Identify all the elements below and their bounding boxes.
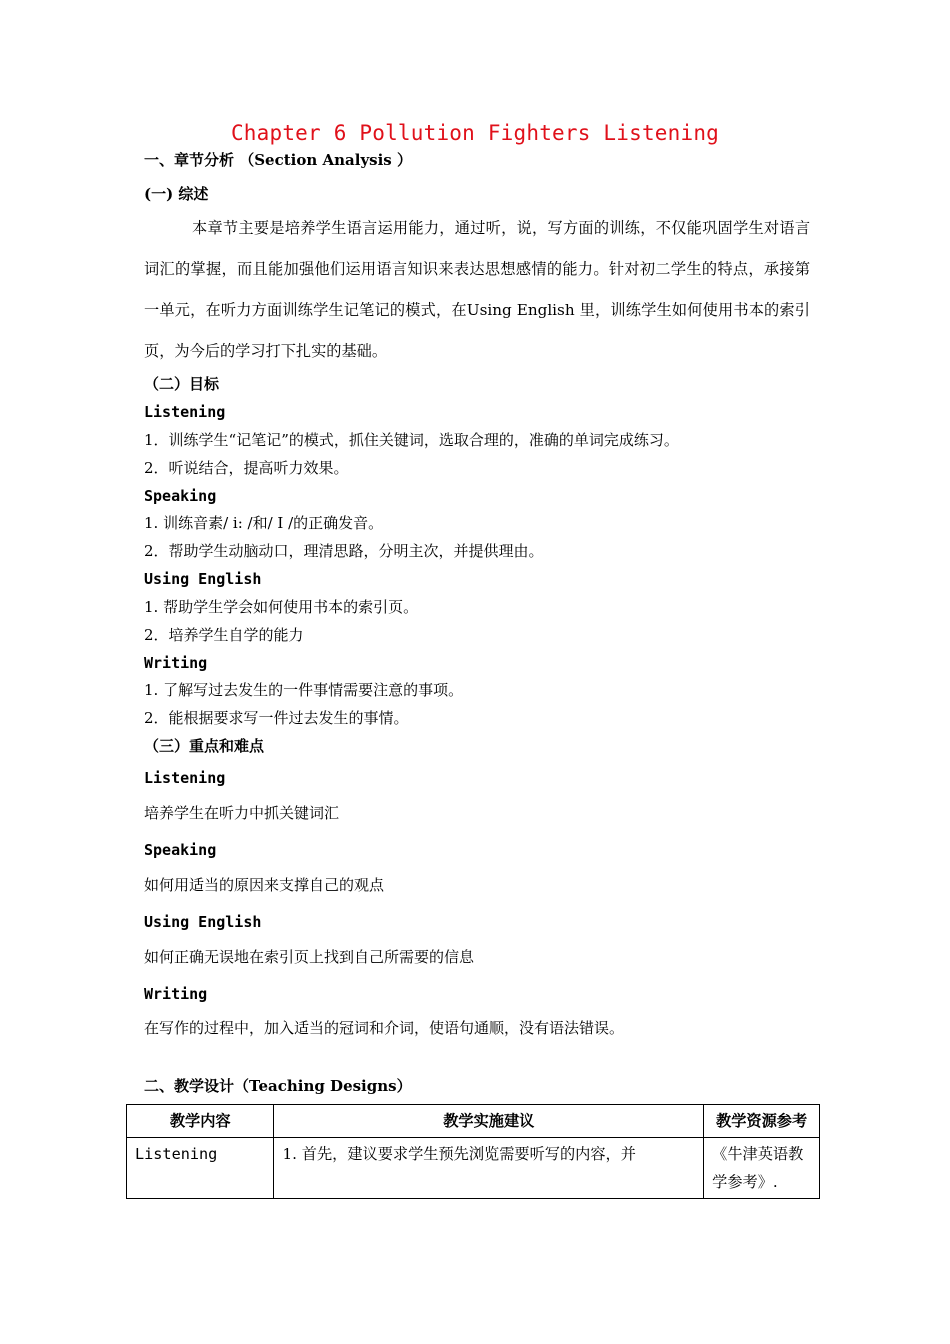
key-point-text: 如何用适当的原因来支撑自己的观点 — [144, 876, 385, 894]
key-points-heading: （三）重点和难点 — [144, 737, 265, 755]
table-row — [127, 1138, 820, 1199]
goal-item: 2．帮助学生动脑动口，理清思路，分明主次，并提供理由。 — [144, 542, 544, 560]
goal-item: 2．培养学生自学的能力 — [144, 626, 304, 644]
overview-paragraph: 本章节主要是培养学生语言运用能力，通过听，说，写方面的训练，不仅能巩固学生对语言词汇的掌握，而且能加强他们运用语言知识来表达思想感情的能力。针对初二学生的特点，承接第一单元，在听力方面训练学生记笔记的模式，在Using English 里，训练学生如何使用书本的索引页，为今后的学习打下扎实的基础。 — [144, 219, 810, 360]
table-cell: 《牛津英语教学参考》. — [704, 1138, 820, 1199]
table-header-row — [127, 1105, 820, 1138]
key-point-text: 在写作的过程中，加入适当的冠词和介词，使语句通顺，没有语法错误。 — [144, 1019, 625, 1037]
teaching-design-table — [126, 1104, 820, 1199]
document-title: Chapter 6 Pollution Fighters Listening — [230, 121, 720, 145]
goal-label-writing: Writing — [144, 654, 208, 672]
teaching-designs-heading: 二、教学设计（Teaching Designs） — [144, 1077, 412, 1095]
key-label-speaking: Speaking — [144, 841, 217, 859]
table-cell: Listening — [127, 1138, 274, 1199]
key-point-text: 如何正确无误地在索引页上找到自己所需要的信息 — [144, 948, 475, 966]
goal-label-listening: Listening — [144, 403, 226, 421]
table-cell: 1. 首先，建议要求学生预先浏览需要听写的内容，并 — [274, 1138, 704, 1199]
goal-label-using-english: Using English — [144, 570, 262, 588]
key-point-text: 培养学生在听力中抓关键词汇 — [144, 804, 340, 822]
goal-item: 1. 了解写过去发生的一件事情需要注意的事项。 — [144, 681, 464, 699]
goal-item: 2．听说结合，提高听力效果。 — [144, 459, 349, 477]
header-suggestions: 教学实施建议 — [274, 1105, 704, 1138]
key-label-writing: Writing — [144, 985, 208, 1003]
key-label-using-english: Using English — [144, 913, 262, 931]
goal-label-speaking: Speaking — [144, 487, 217, 505]
header-resources: 教学资源参考 — [704, 1105, 820, 1138]
header-content: 教学内容 — [127, 1105, 274, 1138]
key-label-listening: Listening — [144, 769, 226, 787]
goals-heading: （二）目标 — [144, 375, 220, 393]
goal-item: 1. 帮助学生学会如何使用书本的索引页。 — [144, 598, 419, 616]
overview-heading: (一) 综述 — [144, 185, 209, 203]
goal-item: 2．能根据要求写一件过去发生的事情。 — [144, 709, 409, 727]
goal-item: 1. 训练音素/ i: /和/ I /的正确发音。 — [144, 514, 384, 532]
section-analysis-heading: 一、章节分析 （Section Analysis ） — [144, 151, 412, 169]
goal-item: 1．训练学生“记笔记”的模式，抓住关键词，选取合理的，准确的单词完成练习。 — [144, 431, 679, 449]
